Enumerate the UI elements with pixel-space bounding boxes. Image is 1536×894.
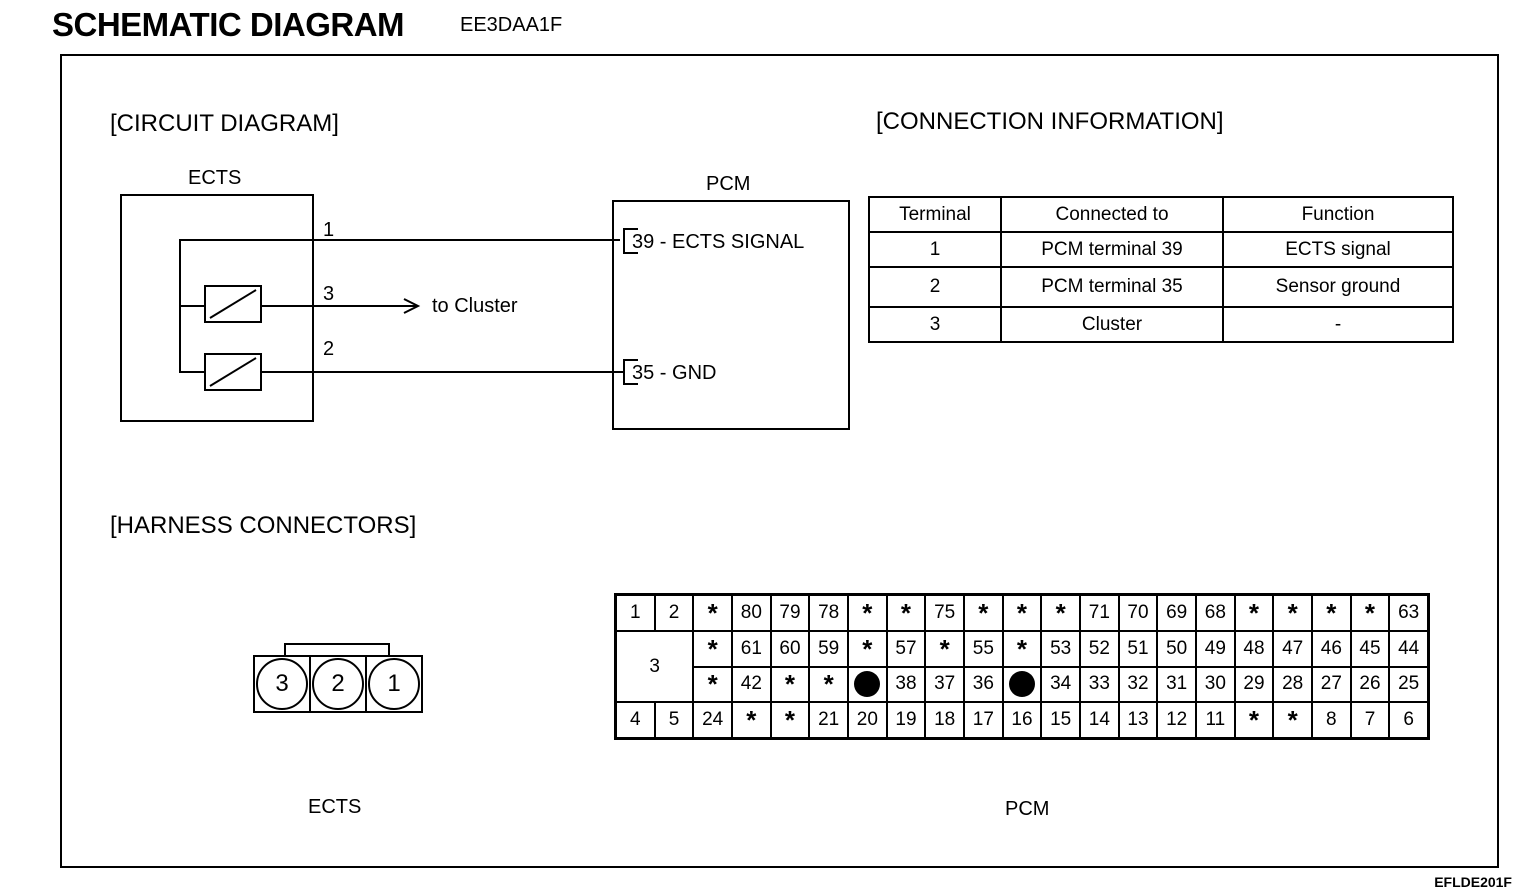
pcm-pin-35-label: 35 - GND <box>632 362 717 384</box>
pcm-pin: 75 <box>925 595 964 631</box>
pcm-pin: 27 <box>1312 667 1351 703</box>
pcm-pin: 71 <box>1080 595 1119 631</box>
pcm-pin <box>1235 702 1274 738</box>
pcm-pin <box>1003 667 1042 703</box>
table-cell: PCM terminal 35 <box>1001 267 1223 307</box>
pcm-pin <box>925 631 964 667</box>
pcm-pin <box>1273 702 1312 738</box>
circuit-section-title: [CIRCUIT DIAGRAM] <box>110 110 339 137</box>
pcm-pin <box>1003 595 1042 631</box>
footer-code: EFLDE201F <box>1434 874 1512 890</box>
pcm-pin: 49 <box>1196 631 1235 667</box>
unused-pin-marker: * <box>746 705 757 736</box>
pcm-pin: 26 <box>1351 667 1390 703</box>
pcm-pin: 7 <box>1351 702 1390 738</box>
pcm-connector <box>614 593 1430 740</box>
unused-pin-marker: * <box>1016 633 1028 664</box>
pcm-caption: PCM <box>1005 798 1050 820</box>
pcm-pin <box>693 595 732 631</box>
pcm-pin <box>1235 595 1274 631</box>
pcm-pin: 42 <box>732 667 771 703</box>
table-cell: Cluster <box>1001 307 1223 342</box>
pcm-pin <box>771 702 810 738</box>
unused-pin-marker: * <box>1287 705 1298 736</box>
ects-pin-label: 1 <box>387 670 401 697</box>
pcm-pin: 57 <box>887 631 926 667</box>
pcm-pin <box>1312 595 1351 631</box>
pcm-pin: 28 <box>1273 667 1312 703</box>
table-header: Terminal <box>869 197 1001 232</box>
unused-pin-marker: * <box>784 669 796 700</box>
pcm-pin: 34 <box>1041 667 1080 703</box>
unused-pin-marker: * <box>1016 597 1028 628</box>
table-cell: ECTS signal <box>1223 232 1453 267</box>
pcm-pin: 18 <box>925 702 964 738</box>
pcm-pin <box>809 667 848 703</box>
to-cluster-label: to Cluster <box>432 295 518 317</box>
pcm-pin <box>1041 595 1080 631</box>
ects-label: ECTS <box>188 167 242 189</box>
pcm-pin: 79 <box>771 595 810 631</box>
pcm-pin: 3 <box>616 631 693 703</box>
pcm-pin: 21 <box>809 702 848 738</box>
pcm-label: PCM <box>706 173 751 195</box>
pcm-pin-39-label: 39 - ECTS SIGNAL <box>632 231 805 253</box>
pcm-pin: 14 <box>1080 702 1119 738</box>
harness-section-title: [HARNESS CONNECTORS] <box>110 512 417 539</box>
pcm-pin: 31 <box>1157 667 1196 703</box>
table-cell: 3 <box>869 307 1001 342</box>
page-title: SCHEMATIC DIAGRAM <box>52 6 405 43</box>
pcm-pin: 5 <box>655 702 694 738</box>
ects-pin-label: 2 <box>331 670 345 697</box>
pcm-pin: 47 <box>1273 631 1312 667</box>
pcm-pin: 25 <box>1389 667 1428 703</box>
pcm-pin: 80 <box>732 595 771 631</box>
table-cell: Sensor ground <box>1223 267 1453 307</box>
unused-pin-marker: * <box>978 597 989 628</box>
pcm-pin <box>848 631 887 667</box>
pcm-pin: 52 <box>1080 631 1119 667</box>
pcm-pin: 32 <box>1119 667 1158 703</box>
table-cell: 1 <box>869 232 1001 267</box>
pcm-pin: 38 <box>887 667 926 703</box>
unused-pin-marker: * <box>707 597 718 628</box>
pcm-pin: 29 <box>1235 667 1274 703</box>
wire-pin-1: 1 <box>323 219 335 241</box>
unused-pin-marker: * <box>1248 705 1260 736</box>
pcm-pin: 59 <box>809 631 848 667</box>
pcm-pin <box>848 667 887 703</box>
unused-pin-marker: * <box>1326 597 1337 628</box>
wire-pin-3: 3 <box>323 283 335 305</box>
pcm-pin <box>732 702 771 738</box>
pcm-pin <box>848 595 887 631</box>
unused-pin-marker: * <box>862 597 873 628</box>
unused-pin-marker: * <box>1364 597 1376 628</box>
pcm-pin: 11 <box>1196 702 1235 738</box>
pcm-pin: 17 <box>964 702 1003 738</box>
pcm-pin: 1 <box>616 595 655 631</box>
pcm-pin: 16 <box>1003 702 1042 738</box>
unused-pin-marker: * <box>1055 597 1066 628</box>
pcm-pin <box>964 595 1003 631</box>
pcm-pin: 19 <box>887 702 926 738</box>
pcm-pin: 8 <box>1312 702 1351 738</box>
unused-pin-marker: * <box>1287 597 1298 628</box>
pcm-pin: 51 <box>1119 631 1158 667</box>
pcm-pin: 12 <box>1157 702 1196 738</box>
ects-caption: ECTS <box>308 796 362 818</box>
unused-pin-marker: * <box>900 597 912 628</box>
ects-pin-label: 3 <box>275 670 289 697</box>
table-cell: - <box>1223 307 1453 342</box>
pcm-pin: 6 <box>1389 702 1428 738</box>
pcm-pin: 48 <box>1235 631 1274 667</box>
unused-pin-marker: * <box>939 633 950 664</box>
pcm-pin: 2 <box>655 595 694 631</box>
pcm-pin: 46 <box>1312 631 1351 667</box>
pcm-pin: 60 <box>771 631 810 667</box>
pcm-pin <box>1003 631 1042 667</box>
pcm-pin <box>693 631 732 667</box>
table-header: Function <box>1223 197 1453 232</box>
connection-section-title: [CONNECTION INFORMATION] <box>876 108 1224 135</box>
unused-pin-marker: * <box>862 633 873 664</box>
pcm-pin: 70 <box>1119 595 1158 631</box>
document-code: EE3DAA1F <box>460 14 563 36</box>
pcm-pin <box>1351 595 1390 631</box>
unused-pin-marker: * <box>1248 597 1260 628</box>
pcm-pin: 33 <box>1080 667 1119 703</box>
pcm-pin: 30 <box>1196 667 1235 703</box>
table-cell: 2 <box>869 267 1001 307</box>
pcm-pin: 24 <box>693 702 732 738</box>
unused-pin-marker: * <box>707 669 718 700</box>
pcm-pin: 63 <box>1389 595 1428 631</box>
pcm-pin <box>887 595 926 631</box>
unused-pin-marker: * <box>707 633 718 664</box>
pcm-pin: 69 <box>1157 595 1196 631</box>
filled-pin-marker <box>854 671 880 697</box>
pcm-pin: 4 <box>616 702 655 738</box>
pcm-pin: 13 <box>1119 702 1158 738</box>
pcm-pin: 50 <box>1157 631 1196 667</box>
pcm-pin: 78 <box>809 595 848 631</box>
pcm-pin <box>693 667 732 703</box>
pcm-pin: 15 <box>1041 702 1080 738</box>
table-cell: PCM terminal 39 <box>1001 232 1223 267</box>
pcm-pin: 20 <box>848 702 887 738</box>
pcm-pin: 45 <box>1351 631 1390 667</box>
pcm-pin: 61 <box>732 631 771 667</box>
pcm-pin: 44 <box>1389 631 1428 667</box>
filled-pin-marker <box>1009 671 1035 697</box>
pcm-pin: 53 <box>1041 631 1080 667</box>
table-header: Connected to <box>1001 197 1223 232</box>
pcm-pin <box>771 667 810 703</box>
pcm-pin: 68 <box>1196 595 1235 631</box>
wire-pin-2: 2 <box>323 338 335 360</box>
pcm-pin: 55 <box>964 631 1003 667</box>
pcm-pin <box>1273 595 1312 631</box>
pcm-pin: 37 <box>925 667 964 703</box>
unused-pin-marker: * <box>823 669 834 700</box>
unused-pin-marker: * <box>784 705 796 736</box>
pcm-pin: 36 <box>964 667 1003 703</box>
